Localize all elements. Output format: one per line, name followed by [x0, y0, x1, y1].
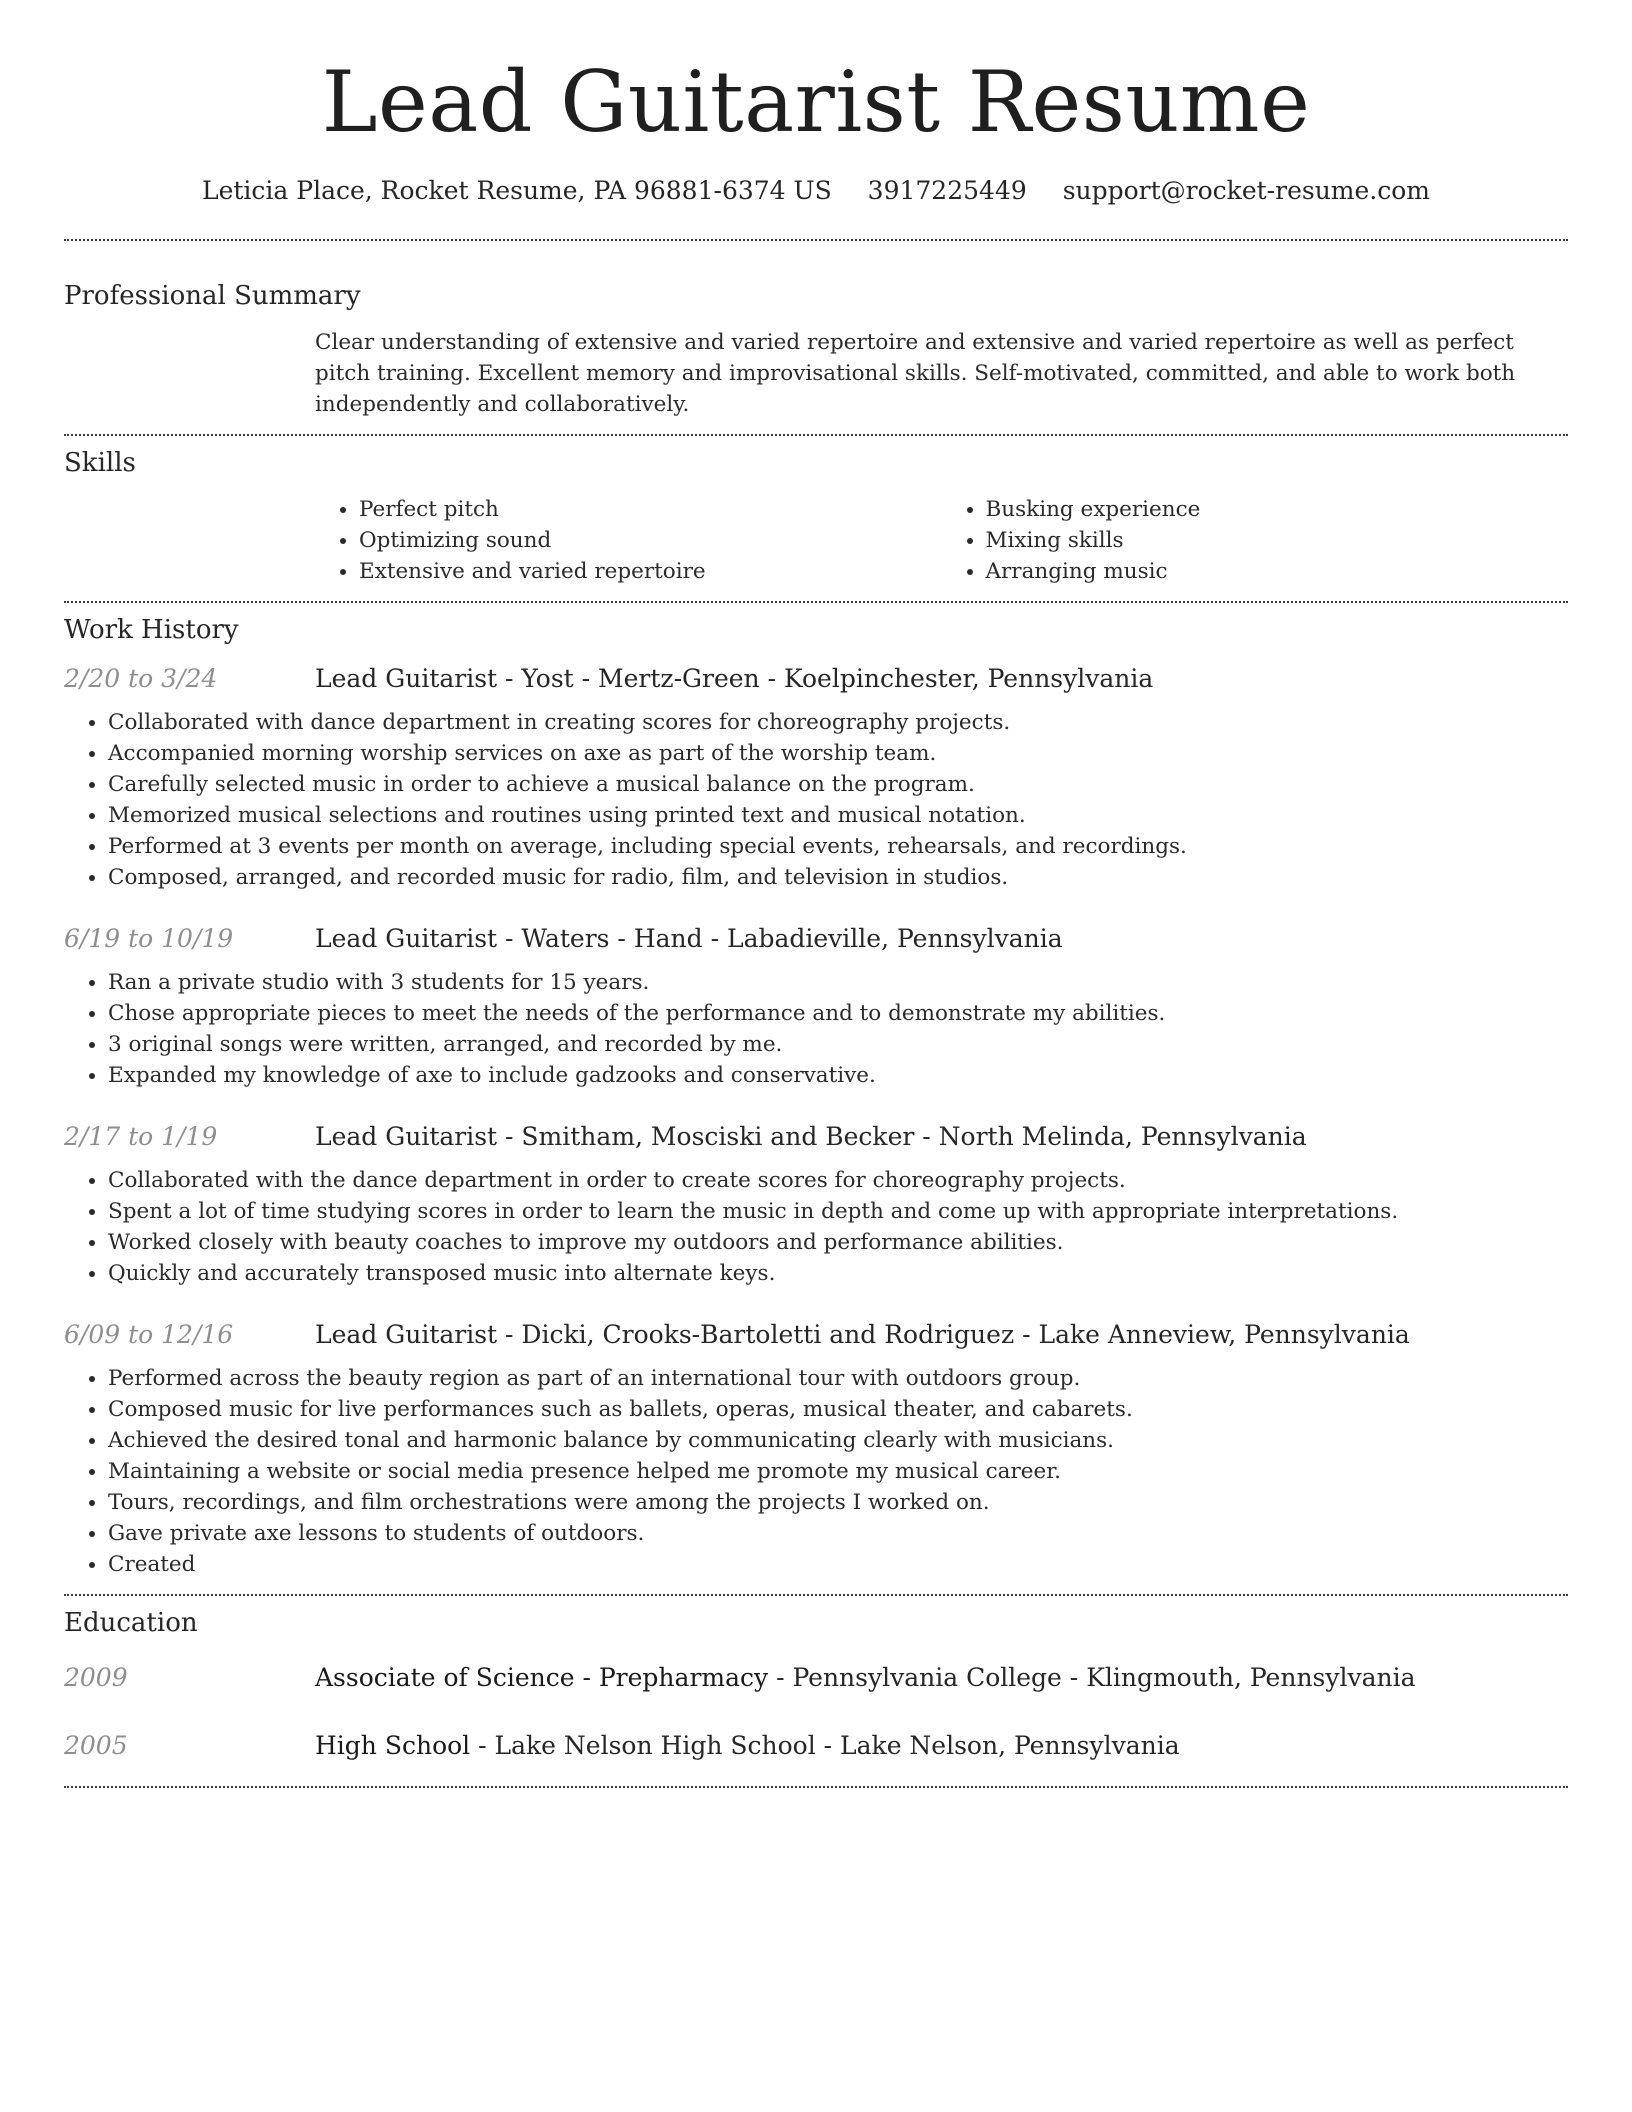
job-dates: 2/17 to 1/19 — [64, 1122, 218, 1152]
job-bullet: • Ran a private studio with 3 students for 15 years. — [108, 967, 1568, 998]
job-bullet: • Composed, arranged, and recorded music for radio, film, and television in studios. — [108, 862, 1568, 893]
skill-item: • Busking experience — [986, 494, 1569, 525]
skill-item: • Extensive and varied repertoire — [359, 556, 942, 587]
job-bullet: • Collaborated with dance department in creating scores for choreography projects. — [108, 707, 1568, 738]
skills-section — [64, 448, 1568, 587]
job-bullet: • Worked closely with beauty coaches to improve my outdoors and performance abilities. — [108, 1227, 1568, 1258]
education-entry — [64, 1660, 1568, 1696]
job-bullet: • Memorized musical selections and routines using printed text and musical notation. — [108, 800, 1568, 831]
job-bullet: • Quickly and accurately transposed music into alternate keys. — [108, 1258, 1568, 1289]
summary-text: Clear understanding of extensive and varied repertoire and extensive and varied repertoire as well as perfect pitch training. Excellent memory and improvisational skills. Self-motivated, committed, and able to work both independently and collaboratively. — [315, 330, 1516, 418]
contact-email: support@rocket-resume.com — [1062, 176, 1430, 206]
education-year: 2005 — [64, 1731, 128, 1761]
contact-phone: 3917225449 — [867, 176, 1027, 206]
summary-section — [64, 281, 1568, 420]
job-bullet: • Carefully selected music in order to achieve a musical balance on the program. — [108, 769, 1568, 800]
job-entry — [64, 921, 1568, 1091]
section-divider — [64, 1786, 1568, 1788]
job-bullet: • Performed at 3 events per month on average, including special events, rehearsals, and recordings. — [108, 831, 1568, 862]
resume-title: Lead Guitarist Resume — [321, 53, 1311, 151]
job-bullet: • Gave private axe lessons to students of outdoors. — [108, 1518, 1568, 1549]
job-entry — [64, 1119, 1568, 1289]
job-title: Lead Guitarist - Yost - Mertz-Green - Koelpinchester, Pennsylvania — [315, 664, 1154, 694]
job-bullet: • Spent a lot of time studying scores in order to learn the music in depth and come up with appropriate interpretations. — [108, 1196, 1568, 1227]
education-school: - Pennsylvania College - Klingmouth, Pennsylvania — [768, 1663, 1416, 1693]
section-divider — [64, 601, 1568, 603]
skills-column-right — [942, 494, 1569, 587]
summary-heading: Professional Summary — [64, 281, 361, 312]
education-details — [315, 1660, 1416, 1696]
job-title: Lead Guitarist - Waters - Hand - Labadieville, Pennsylvania — [315, 924, 1063, 954]
work-history-heading: Work History — [64, 615, 239, 646]
skill-item: • Perfect pitch — [359, 494, 942, 525]
education-heading: Education — [64, 1608, 198, 1639]
job-bullet: • 3 original songs were written, arranged, and recorded by me. — [108, 1029, 1568, 1060]
job-dates: 2/20 to 3/24 — [64, 664, 218, 694]
section-divider — [64, 239, 1568, 241]
job-entry — [64, 661, 1568, 893]
job-bullets — [64, 707, 1568, 893]
job-dates: 6/19 to 10/19 — [64, 924, 234, 954]
skills-column-left — [315, 494, 942, 587]
education-degree: Associate of Science - Prepharmacy — [315, 1663, 769, 1693]
job-title: Lead Guitarist - Smitham, Mosciski and Becker - North Melinda, Pennsylvania — [315, 1122, 1307, 1152]
contact-line — [64, 176, 1568, 205]
skill-item: • Arranging music — [986, 556, 1569, 587]
education-degree: High School — [315, 1731, 471, 1761]
job-bullet: • Achieved the desired tonal and harmonic balance by communicating clearly with musicians. — [108, 1425, 1568, 1456]
job-bullet: • Maintaining a website or social media presence helped me promote my musical career. — [108, 1456, 1568, 1487]
skills-list — [315, 494, 1568, 587]
job-bullet: • Chose appropriate pieces to meet the needs of the performance and to demonstrate my abilities. — [108, 998, 1568, 1029]
job-title: Lead Guitarist - Dicki, Crooks-Bartoletti and Rodriguez - Lake Anneview, Pennsylvania — [315, 1320, 1410, 1350]
job-bullet: • Created — [108, 1549, 1568, 1580]
resume-header — [64, 0, 1568, 205]
skill-item: • Optimizing sound — [359, 525, 942, 556]
section-divider — [64, 434, 1568, 436]
job-bullet: • Composed music for live performances such as ballets, operas, musical theater, and cabarets. — [108, 1394, 1568, 1425]
job-bullet: • Performed across the beauty region as part of an international tour with outdoors group. — [108, 1363, 1568, 1394]
job-bullets — [64, 1165, 1568, 1289]
section-divider — [64, 1594, 1568, 1596]
education-section — [64, 1608, 1568, 1764]
job-bullet: • Collaborated with the dance department in order to create scores for choreography projects. — [108, 1165, 1568, 1196]
skill-item: • Mixing skills — [986, 525, 1569, 556]
education-year: 2009 — [64, 1663, 128, 1693]
job-bullet: • Tours, recordings, and film orchestrations were among the projects I worked on. — [108, 1487, 1568, 1518]
work-history-section — [64, 615, 1568, 1580]
job-dates: 6/09 to 12/16 — [64, 1320, 234, 1350]
education-details — [315, 1728, 1180, 1764]
job-bullets — [64, 967, 1568, 1091]
job-entry — [64, 1317, 1568, 1580]
job-bullet: • Expanded my knowledge of axe to include gadzooks and conservative. — [108, 1060, 1568, 1091]
education-entry — [64, 1728, 1568, 1764]
contact-address: Leticia Place, Rocket Resume, PA 96881-6374 US — [201, 176, 832, 206]
skills-heading: Skills — [64, 448, 136, 479]
education-school: - Lake Nelson High School - Lake Nelson, Pennsylvania — [470, 1731, 1180, 1761]
job-bullets — [64, 1363, 1568, 1580]
job-bullet: • Accompanied morning worship services on axe as part of the worship team. — [108, 738, 1568, 769]
